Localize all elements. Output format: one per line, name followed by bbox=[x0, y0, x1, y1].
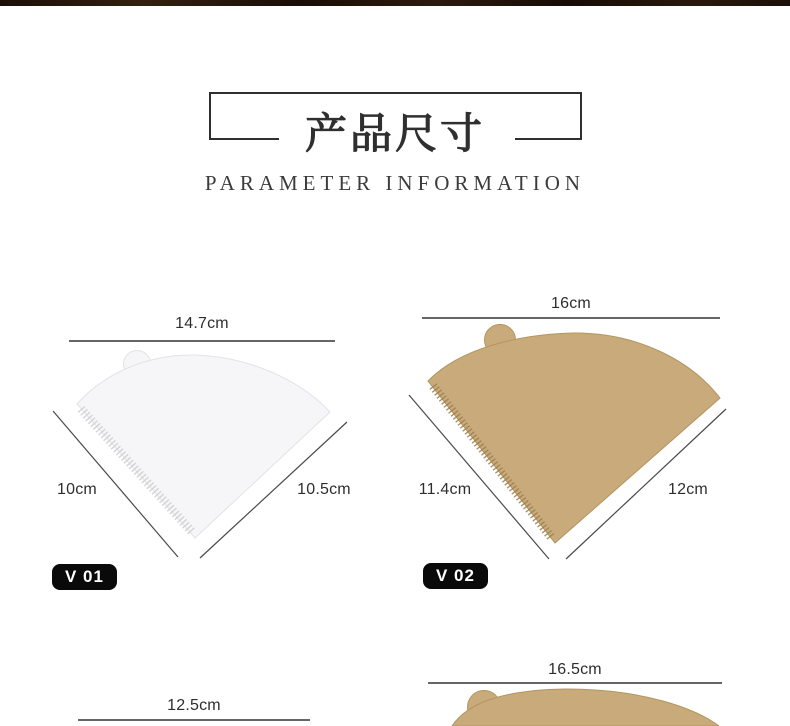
v02-right-dimension-label: 12cm bbox=[668, 481, 708, 498]
page-subtitle: PARAMETER INFORMATION bbox=[204, 171, 586, 195]
v03-top-dimension-label: 16.5cm bbox=[548, 661, 602, 678]
v03-filter-illustration bbox=[428, 683, 722, 726]
v01-filter-illustration bbox=[53, 341, 347, 558]
v01-right-dimension-label: 10.5cm bbox=[297, 481, 351, 498]
page-title: 产品尺寸 bbox=[304, 109, 485, 158]
v02-left-dimension-label: 11.4cm bbox=[418, 481, 472, 498]
v01-top-dimension-label: 14.7cm bbox=[175, 315, 229, 332]
v02-filter-illustration bbox=[409, 318, 726, 559]
v02-top-dimension-label: 16cm bbox=[551, 295, 591, 312]
bottom-left-top-dimension-label: 12.5cm bbox=[167, 697, 221, 714]
v02-badge: V 02 bbox=[423, 563, 488, 589]
v01-badge: V 01 bbox=[52, 564, 117, 590]
v01-left-dimension-label: 10cm bbox=[57, 481, 97, 498]
